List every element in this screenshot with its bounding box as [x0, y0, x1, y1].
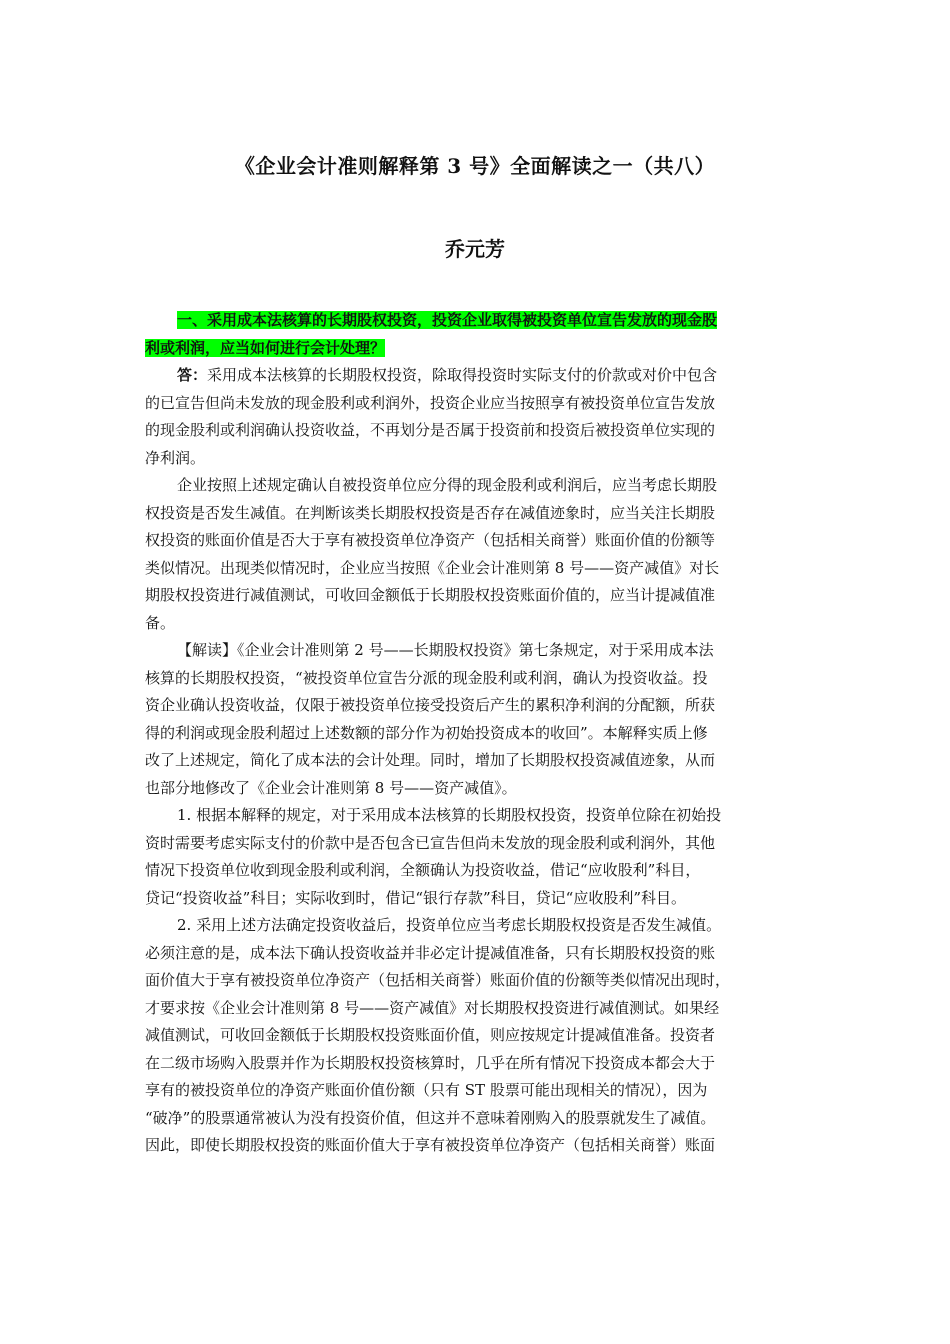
para2-line: 类似情况。出现类似情况时，企业应当按照《企业会计准则第 8 号——资产减值》对长 [145, 558, 720, 577]
point2-line: 享有的被投资单位的净资产账面价值份额（只有 ST 股票可能出现相关的情况），因为 [145, 1081, 708, 1099]
question-heading-line-1 [145, 307, 805, 335]
question-heading-line-2 [145, 335, 805, 363]
point2-line: 因此，即使长期股权投资的账面价值大于享有被投资单位净资产（包括相关商誉）账面 [145, 1136, 716, 1154]
point1-line: 贷记“投资收益”科目；实际收到时，借记“银行存款”科目，贷记“应收股利”科目。 [145, 888, 687, 907]
point2-line: 必须注意的是，成本法下确认投资收益并非必定计提减值准备，只有长期股权投资的账 [145, 943, 716, 962]
answer-text: 采用成本法核算的长期股权投资，除取得投资时实际支付的价款或对价中包含 [207, 366, 718, 384]
interpretation-text: 《企业会计准则第 2 号——长期股权投资》第七条规定，对于采用成本法 [237, 641, 714, 659]
point1-line: 1. 根据本解释的规定，对于采用成本法核算的长期股权投资，投资单位除在初始投 [177, 806, 722, 824]
point2-line: 2. 采用上述方法确定投资收益后，投资单位应当考虑长期股权投资是否发生减值。 [177, 916, 722, 934]
answer-label: 答： [177, 366, 208, 384]
point2-line: “破净”的股票通常被认为没有投资价值，但这并不意味着刚购入的股票就发生了减值。 [145, 1108, 716, 1127]
para2-line: 权投资是否发生减值。在判断该类长期股权投资是否存在减值迹象时，应当关注长期股 [145, 503, 716, 522]
interpretation-line: 得的利润或现金股利超过上述数额的部分作为初始投资成本的收回”。本解释实质上修 [145, 723, 708, 742]
interpretation-line: 改了上述规定，简化了成本法的会计处理。同时，增加了长期股权投资减值迹象，从而 [145, 751, 716, 769]
para2-line: 权投资的账面价值是否大于享有被投资单位净资产（包括相关商誉）账面价值的份额等 [145, 531, 716, 549]
interpretation-line: 也部分地修改了《企业会计准则第 8 号——资产减值》。 [145, 778, 517, 797]
interpretation-line: 核算的长期股权投资，“被投资单位宣告分派的现金股利或利润，确认为投资收益。投 [145, 668, 708, 687]
highlighted-text: 一、采用成本法核算的长期股权投资，投资企业取得被投资单位宣告发放的现金股 [177, 311, 718, 329]
para2-line: 备。 [145, 613, 176, 632]
author-name: 乔元芳 [445, 237, 505, 261]
highlighted-text: 利或利润，应当如何进行会计处理？ [145, 338, 386, 357]
answer-line-3: 的现金股利或利润确认投资收益，不再划分是否属于投资前和投资后被投资单位实现的 [145, 421, 716, 439]
point2-line: 面价值大于享有被投资单位净资产（包括相关商誉）账面价值的份额等类似情况出现时， [145, 971, 731, 989]
point1-line: 资时需要考虑实际支付的价款中是否包含已宣告但尚未发放的现金股利或利润外，其他 [145, 833, 716, 852]
point2-line: 才要求按《企业会计准则第 8 号——资产减值》对长期股权投资进行减值测试。如果经 [145, 998, 720, 1017]
interpretation-label: 【解读】 [177, 641, 238, 659]
answer-line-2: 的已宣告但尚未发放的现金股利或利润外，投资企业应当按照享有被投资单位宣告发放 [145, 393, 716, 412]
answer-line-1 [145, 362, 805, 390]
interpretation-line: 资企业确认投资收益，仅限于被投资单位接受投资后产生的累积净利润的分配额，所获 [145, 696, 716, 714]
interpretation-line-1 [145, 637, 805, 665]
para2-line: 期股权投资进行减值测试，可收回金额低于长期股权投资账面价值的，应当计提减值准 [145, 586, 716, 604]
document-body [145, 307, 805, 1160]
point1-line: 情况下投资单位收到现金股利或利润，全额确认为投资收益，借记“应收股利”科目， [145, 861, 701, 879]
point2-line: 在二级市场购入股票并作为长期股权投资核算时，几乎在所有情况下投资成本都会大于 [145, 1053, 716, 1072]
answer-line-4: 净利润。 [145, 448, 206, 467]
point2-line: 减值测试，可收回金额低于长期股权投资账面价值，则应按规定计提减值准备。投资者 [145, 1026, 716, 1044]
para2-line: 企业按照上述规定确认自被投资单位应分得的现金股利或利润后，应当考虑长期股 [177, 476, 718, 494]
document-title: 《企业会计准则解释第 3 号》全面解读之一（共八） [234, 154, 716, 178]
